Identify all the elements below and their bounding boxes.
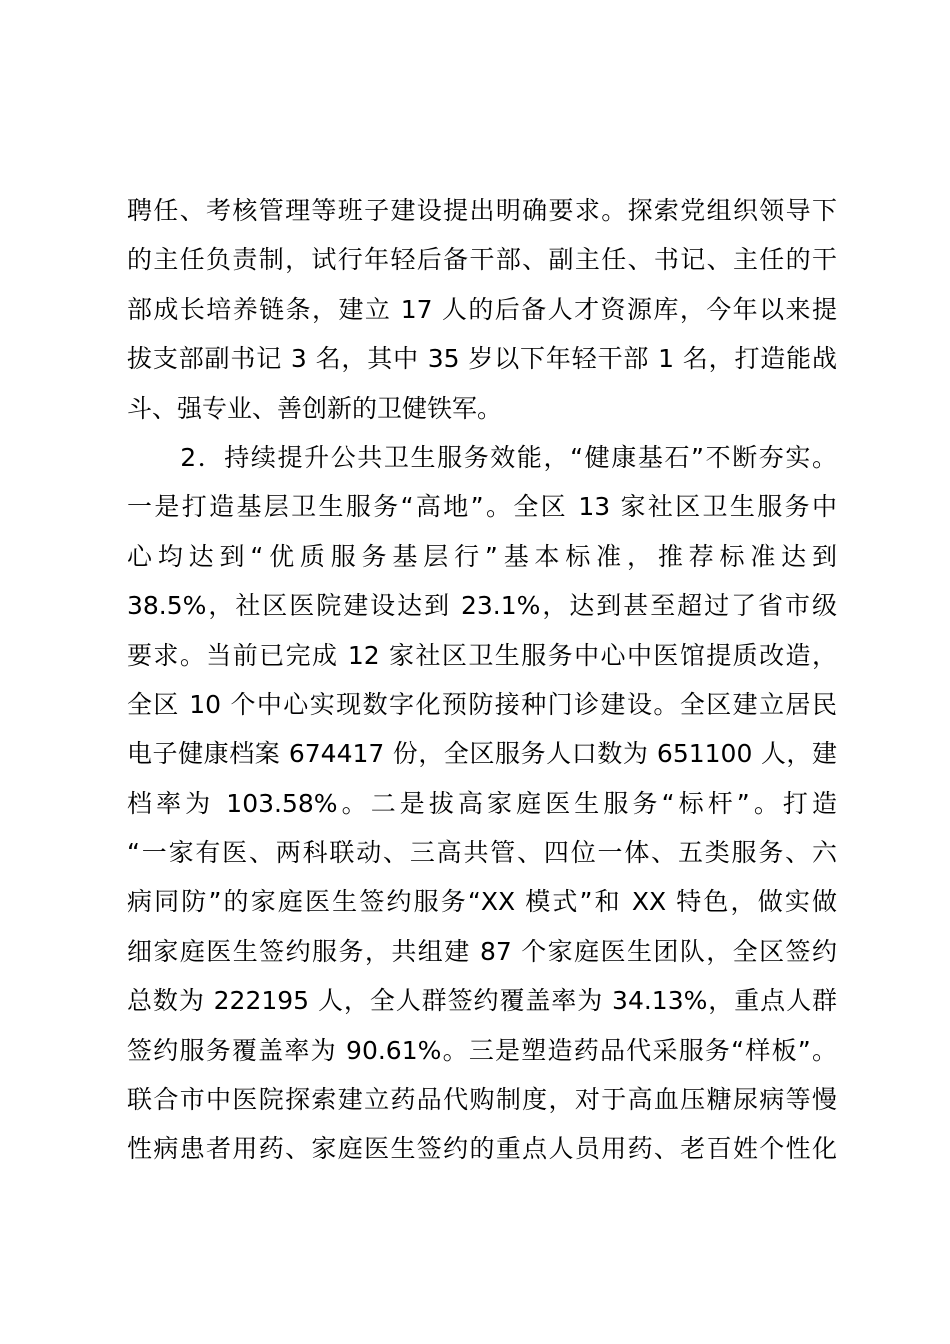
text-line: 一是打造基层卫生服务“高地”。全区 13 家社区卫生服务中 bbox=[127, 492, 837, 522]
text-line: 心均达到“优质服务基层行”基本标准，推荐标准达到 bbox=[127, 541, 837, 571]
text-line: 电子健康档案 674417 份，全区服务人口数为 651100 人，建 bbox=[127, 739, 837, 769]
text-line: 总数为 222195 人，全人群签约覆盖率为 34.13%，重点人群 bbox=[127, 986, 837, 1016]
text-line: 聘任、考核管理等班子建设提出明确要求。探索党组织领导下 bbox=[127, 196, 837, 225]
text-line: 细家庭医生签约服务，共组建 87 个家庭医生团队，全区签约 bbox=[127, 936, 837, 966]
text-line: “一家有医、两科联动、三高共管、四位一体、五类服务、六 bbox=[127, 838, 837, 868]
text-line: 性病患者用药、家庭医生签约的重点人员用药、老百姓个性化 bbox=[127, 1134, 837, 1164]
text-line: 38.5%，社区医院建设达到 23.1%，达到甚至超过了省市级 bbox=[127, 591, 837, 621]
text-line: 斗、强专业、善创新的卫健铁军。 bbox=[127, 393, 503, 423]
text-line: 签约服务覆盖率为 90.61%。三是塑造药品代采服务“样板”。 bbox=[127, 1035, 837, 1065]
text-line: 要求。当前已完成 12 家社区卫生服务中心中医馆提质改造， bbox=[127, 640, 837, 670]
text-line: 全区 10 个中心实现数字化预防接种门诊建设。全区建立居民 bbox=[127, 689, 837, 719]
text-line: 的主任负责制，试行年轻后备干部、副主任、书记、主任的干 bbox=[127, 245, 837, 275]
text-line: 2．持续提升公共卫生服务效能，“健康基石”不断夯实。 bbox=[127, 442, 837, 472]
text-line: 部成长培养链条，建立 17 人的后备人才资源库，今年以来提 bbox=[127, 294, 837, 324]
text-line: 病同防”的家庭医生签约服务“XX 模式”和 XX 特色，做实做 bbox=[127, 887, 837, 917]
text-line: 联合市中医院探索建立药品代购制度，对于高血压糖尿病等慢 bbox=[127, 1085, 837, 1115]
text-line: 档率为 103.58%。二是拔高家庭医生服务“标杆”。打造 bbox=[127, 788, 837, 818]
body-text bbox=[127, 186, 837, 1174]
text-line: 拔支部副书记 3 名，其中 35 岁以下年轻干部 1 名，打造能战 bbox=[127, 344, 837, 374]
